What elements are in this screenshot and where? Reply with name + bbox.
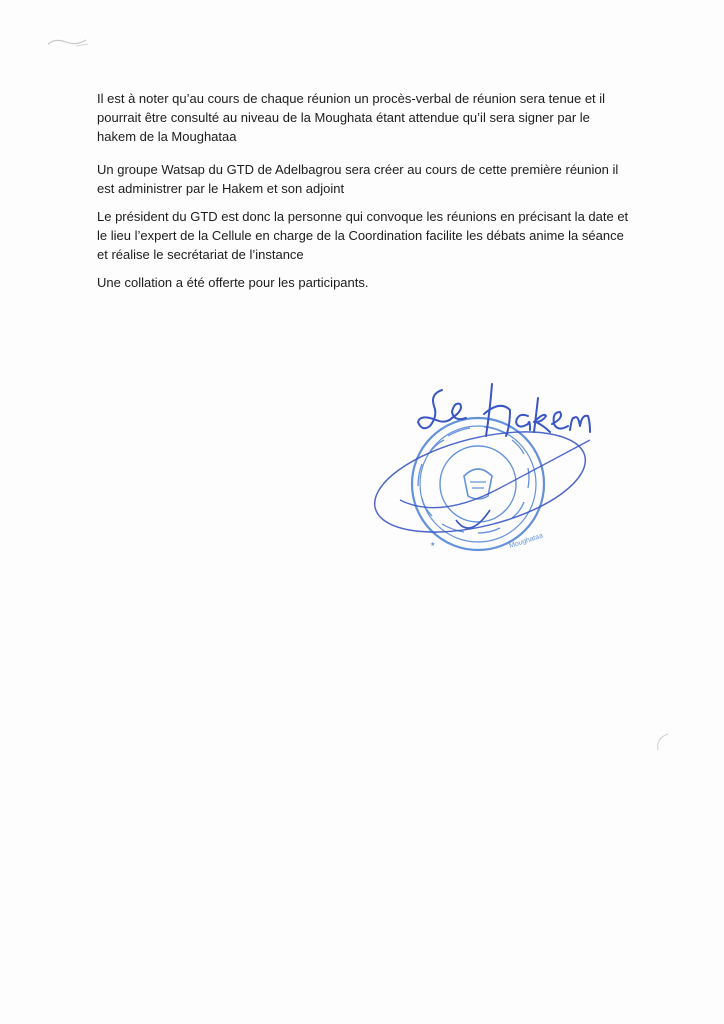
signature-and-stamp <box>360 370 620 570</box>
paragraph-line: Une collation a été offerte pour les participants. <box>97 275 369 290</box>
paragraph-line: et réalise le secrétariat de l’instance <box>97 247 304 262</box>
paragraph-president-role <box>97 207 657 264</box>
official-stamp-image <box>360 370 620 570</box>
paragraph-minutes <box>97 89 657 146</box>
paragraph-line: Un groupe Watsap du GTD de Adelbagrou sera créer au cours de cette première réunion il <box>97 162 619 177</box>
paragraph-collation <box>97 273 657 292</box>
svg-text:★: ★ <box>430 542 436 548</box>
paragraph-line: est administrer par le Hakem et son adjoint <box>97 181 345 196</box>
paragraph-whatsapp-group <box>97 160 657 198</box>
paragraph-line: pourrait être consulté au niveau de la Moughata étant attendue qu’il sera signer par le <box>97 110 590 125</box>
paragraph-line: Le président du GTD est donc la personne qui convoque les réunions en précisant la date et <box>97 209 629 224</box>
svg-text:Moughataa: Moughataa <box>508 532 544 550</box>
paragraph-line: le lieu l’expert de la Cellule en charge de la Coordination facilite les débats anime la séance <box>97 228 624 243</box>
paragraph-line: hakem de la Moughataa <box>97 129 237 144</box>
paragraph-line: Il est à noter qu’au cours de chaque réunion un procès-verbal de réunion sera tenue et il <box>97 91 606 106</box>
scan-artifact-mark <box>46 34 94 50</box>
scan-artifact-mark <box>650 730 674 754</box>
